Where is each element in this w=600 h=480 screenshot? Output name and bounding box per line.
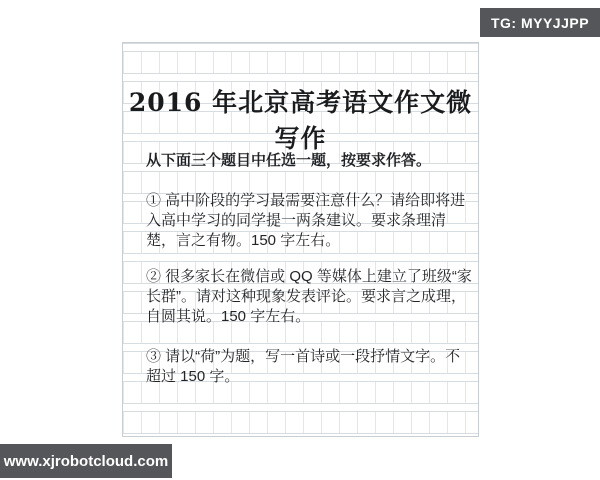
question-item-2: ② 很多家长在微信或 QQ 等媒体上建立了班级“家长群”。请对这种现象发表评论。要求言之成理，自圆其说。150 字左右。 — [146, 268, 472, 325]
website-badge — [0, 444, 172, 478]
question-item-3: ③ 请以“荷”为题，写一首诗或一段抒情文字。不超过 150 字。 — [146, 348, 461, 385]
exam-instruction: 从下面三个题目中任选一题，按要求作答。 — [146, 152, 432, 169]
exam-paper — [122, 42, 479, 437]
website-badge-label: www.xjrobotcloud.com — [3, 452, 169, 470]
telegram-badge — [480, 8, 600, 37]
exam-title: 2016 年北京高考语文作文微写作 — [128, 88, 473, 153]
question-item-1: ① 高中阶段的学习最需要注意什么？请给即将进入高中学习的同学提一两条建议。要求条理清楚，言之有物。150 字左右。 — [146, 192, 466, 249]
telegram-badge-label: TG: MYYJJPP — [490, 14, 590, 31]
